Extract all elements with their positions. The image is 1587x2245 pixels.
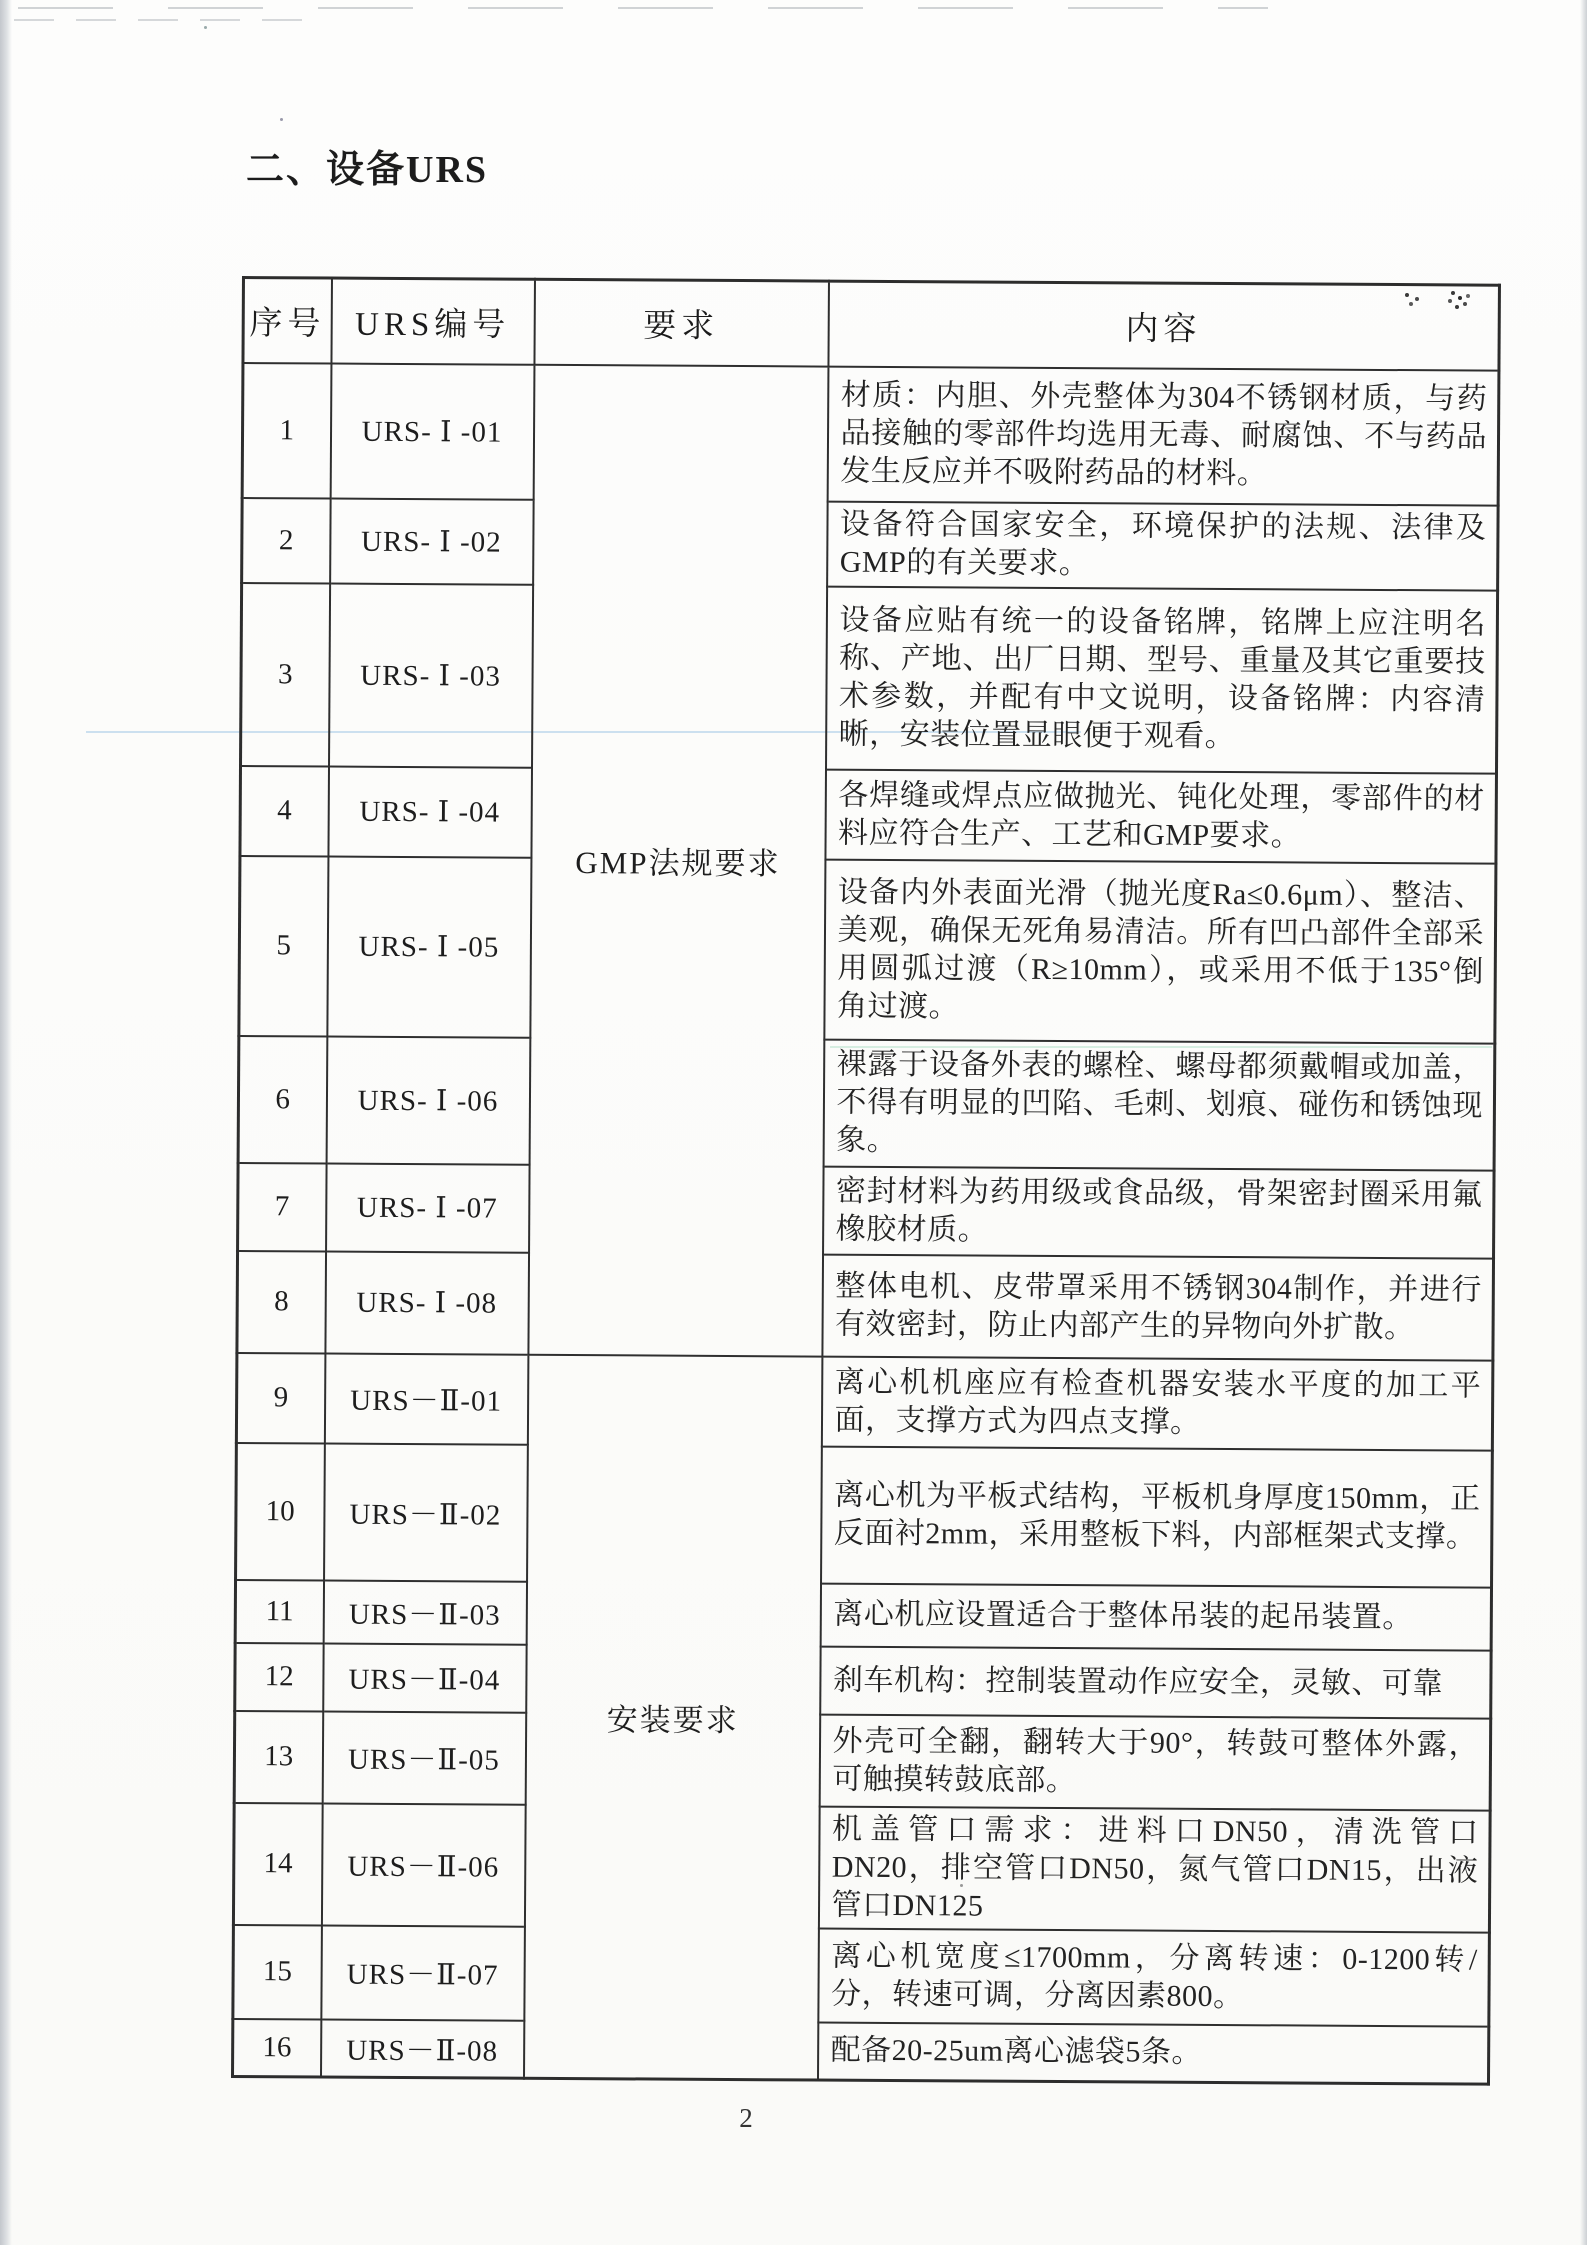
table-row [241,583,1498,774]
row-number-cell: 11 [235,1579,323,1643]
header-requirement: 要求 [534,279,829,366]
header-urs-code: URS编号 [331,278,535,364]
table-row [235,1579,1491,1650]
table-header-row [243,278,1499,371]
content-cell: 外壳可全翻，翻转大于90°，转鼓可整体外露，可触摸转鼓底部。 [819,1714,1491,1810]
content-cell: 配备20-25um离心滤袋5条。 [817,2022,1488,2084]
page-number: 2 [739,2103,753,2133]
row-number-cell: 6 [238,1035,327,1163]
content-cell: 材质：内胆、外壳整体为304不锈钢材质，与药品接触的零部件均选用无毒、耐腐蚀、不与药品发生反应并不吸附药品的材料。 [827,366,1499,505]
row-number-cell: 5 [239,855,328,1036]
row-number-cell: 15 [233,1924,322,2019]
scan-artifact-top-line [18,7,1268,9]
urs-code-cell: URS- Ⅰ -08 [325,1251,529,1354]
content-cell: 离心机应设置适合于整体吊装的起吊装置。 [820,1583,1491,1650]
urs-code-cell: URS－Ⅱ-04 [323,1643,526,1712]
table-row [239,855,1496,1043]
table-row [238,1035,1495,1170]
table-row [234,1710,1491,1810]
row-number-cell: 16 [233,2018,321,2077]
row-number-cell: 2 [242,498,331,584]
urs-code-cell: URS- Ⅰ -05 [327,856,531,1037]
table-row [236,1442,1493,1587]
row-number-cell: 14 [233,1802,322,1925]
urs-code-cell: URS- Ⅰ -03 [329,583,533,767]
urs-code-cell: URS- Ⅰ -02 [330,498,534,584]
urs-code-cell: URS－Ⅱ-03 [323,1580,526,1644]
row-number-cell: 10 [236,1442,325,1580]
table-row [235,1642,1491,1718]
scan-artifact-speck [204,26,207,29]
content-cell: 各焊缝或焊点应做抛光、钝化处理，零部件的材料应符合生产、工艺和GMP要求。 [825,769,1497,863]
row-number-cell: 4 [240,766,329,857]
content-cell: 整体电机、皮带罩采用不锈钢304制作，并进行有效密封，防止内部产生的异物向外扩散。 [822,1254,1494,1360]
header-content: 内容 [828,281,1500,370]
row-number-cell: 1 [242,363,331,499]
urs-code-cell: URS－Ⅱ-06 [321,1803,525,1926]
urs-code-cell: URS- Ⅰ -06 [326,1036,530,1164]
requirement-group-cell: 安装要求 [523,1354,821,2080]
urs-code-cell: URS- Ⅰ -04 [328,766,532,857]
scan-artifact-top-line-2 [14,19,314,21]
table-row [233,2018,1489,2084]
content-cell: 裸露于设备外表的螺栓、螺母都须戴帽或加盖，不得有明显的凹陷、毛刺、划痕、碰伤和锈蚀现象。 [823,1039,1495,1170]
scan-artifact-right-edge [1580,0,1587,2245]
row-number-cell: 8 [237,1250,326,1353]
table-row [238,1162,1495,1258]
requirement-group-cell: GMP法规要求 [528,364,828,1356]
header-no: 序号 [243,278,332,364]
urs-code-cell: URS- Ⅰ -01 [330,363,534,499]
table-row [242,363,1499,506]
table-row [233,1924,1490,2026]
urs-code-cell: URS－Ⅱ-01 [324,1353,528,1444]
content-cell: 离心机宽度≤1700mm，分离转速：0-1200转/分，转速可调，分离因素800。 [818,1928,1490,2026]
urs-code-cell: URS－Ⅱ-02 [324,1443,528,1581]
row-number-cell: 9 [236,1352,325,1443]
row-number-cell: 3 [241,583,330,767]
content-cell: 设备应贴有统一的设备铭牌，铭牌上应注明名称、产地、出厂日期、型号、重量及其它重要技术参数，并配有中文说明，设备铭牌：内容清晰，安装位置显眼便于观看。 [825,586,1497,773]
table-row [237,1250,1494,1360]
table-row [236,1352,1493,1450]
urs-table [231,276,1501,2086]
content-cell: 设备符合国家安全，环境保护的法规、法律及GMP的有关要求。 [827,501,1499,590]
page-title: 二、设备URS [246,149,489,191]
urs-code-cell: URS- Ⅰ -07 [326,1163,530,1252]
content-cell: 离心机为平板式结构，平板机身厚度150mm，正反面衬2mm，采用整板下料，内部框架式支撑。 [821,1446,1493,1587]
content-cell: 离心机机座应有检查机器安装水平度的加工平面，支撑方式为四点支撑。 [821,1356,1493,1450]
content-cell: 密封材料为药用级或食品级，骨架密封圈采用氟橡胶材质。 [823,1166,1495,1258]
row-number-cell: 12 [235,1642,323,1711]
content-cell: 刹车机构：控制装置动作应安全，灵敏、可靠 [820,1646,1491,1718]
content-cell: 设备内外表面光滑（抛光度Ra≤0.6μm）、整洁、美观，确保无死角易清洁。所有凹凸部件全部采用圆弧过渡（R≥10mm），或采用不低于135°倒角过渡。 [824,859,1496,1043]
row-number-cell: 13 [234,1710,323,1803]
urs-code-cell: URS－Ⅱ-05 [322,1711,526,1804]
table-row [240,766,1497,864]
row-number-cell: 7 [238,1162,327,1251]
table-row [233,1802,1490,1932]
urs-code-cell: URS－Ⅱ-08 [320,2019,523,2078]
scan-artifact-left-edge [0,0,12,2245]
urs-code-cell: URS－Ⅱ-07 [321,1925,525,2020]
content-cell: 机盖管口需求：进料口DN50，清洗管口 DN20，排空管口DN50，氮气管口DN15，出液管口DN125 [818,1806,1490,1932]
scan-artifact-speck [280,118,283,121]
table-row [242,498,1498,591]
